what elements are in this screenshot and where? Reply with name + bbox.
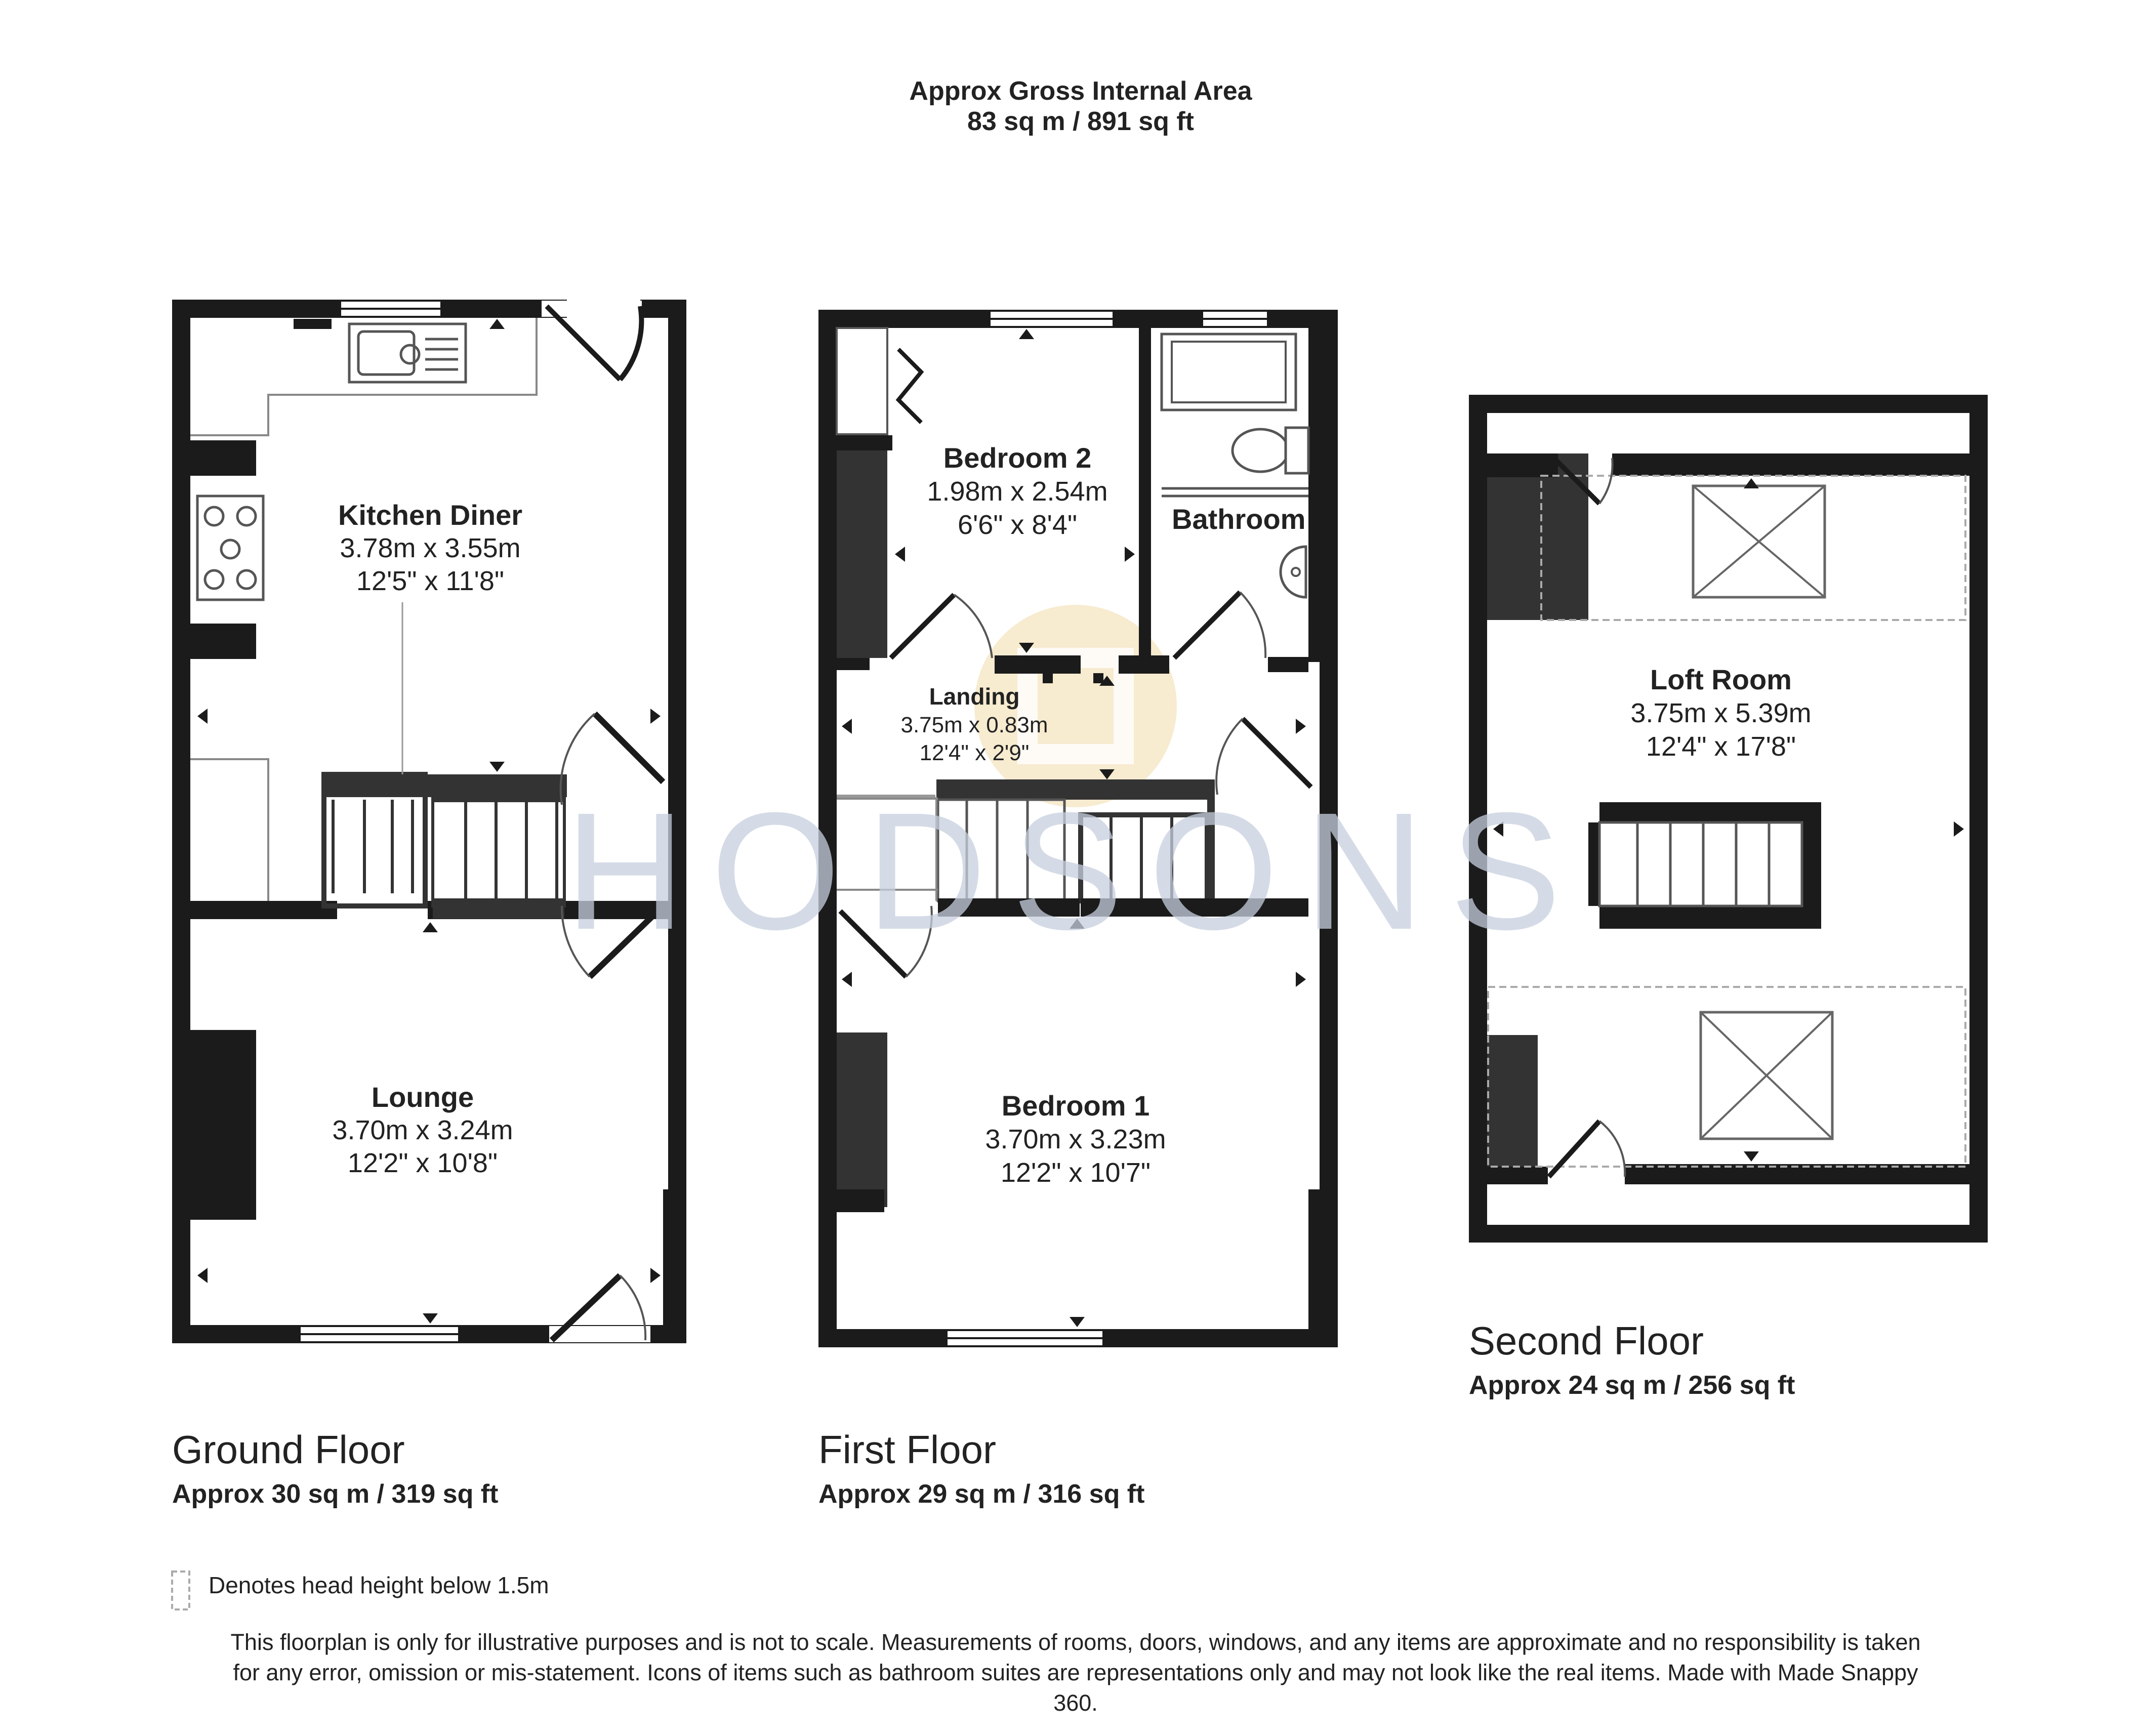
- room-imperial-bedroom2: 6'6" x 8'4": [957, 510, 1078, 540]
- room-name-bedroom1: Bedroom 1: [1001, 1090, 1150, 1122]
- room-imperial-bedroom1: 12'2" x 10'7": [1000, 1158, 1151, 1188]
- floor-name-second: Second Floor: [1469, 1318, 1704, 1363]
- room-name-bathroom: Bathroom: [1172, 503, 1306, 535]
- room-imperial-kitchen: 12'5" x 11'8": [356, 566, 505, 596]
- watermark-text: HODSONS: [564, 777, 1587, 964]
- room-metric-lounge: 3.70m x 3.24m: [332, 1115, 513, 1145]
- gross-area-title: Approx Gross Internal Area: [909, 76, 1252, 106]
- floor-area-ground: Approx 30 sq m / 319 sq ft: [172, 1479, 499, 1509]
- floor-area-first: Approx 29 sq m / 316 sq ft: [818, 1479, 1145, 1509]
- room-imperial-landing: 12'4" x 2'9": [919, 740, 1030, 765]
- gross-area-value: 83 sq m / 891 sq ft: [967, 107, 1194, 136]
- disclaimer-text: This floorplan is only for illustrative purposes and is not to scale. Measurements of rooms, doors, windows, and any items are approximate and no responsibility is taken for any error, omission or mis-statement. Icons of items such as bathroom suites are representations only and may not look like the real items. Made with Made Snappy 360.: [230, 1629, 1921, 1716]
- room-name-bedroom2: Bedroom 2: [943, 442, 1092, 474]
- room-name-kitchen: Kitchen Diner: [338, 499, 523, 531]
- legend-text: Denotes head height below 1.5m: [209, 1572, 549, 1598]
- room-imperial-lounge: 12'2" x 10'8": [347, 1148, 498, 1178]
- room-metric-kitchen: 3.78m x 3.55m: [340, 533, 521, 563]
- room-metric-landing: 3.75m x 0.83m: [900, 713, 1048, 737]
- floor-name-first: First Floor: [818, 1427, 996, 1472]
- room-imperial-loft: 12'4" x 17'8": [1646, 731, 1796, 762]
- room-name-landing: Landing: [929, 683, 1020, 710]
- floor-name-ground: Ground Floor: [172, 1427, 405, 1472]
- floor-area-second: Approx 24 sq m / 256 sq ft: [1469, 1371, 1795, 1400]
- room-name-lounge: Lounge: [371, 1081, 474, 1113]
- room-metric-bedroom1: 3.70m x 3.23m: [985, 1124, 1166, 1154]
- room-metric-bedroom2: 1.98m x 2.54m: [927, 476, 1108, 507]
- legend-swatch: [172, 1572, 189, 1609]
- room-name-loft: Loft Room: [1650, 664, 1792, 695]
- room-metric-loft: 3.75m x 5.39m: [1630, 698, 1812, 728]
